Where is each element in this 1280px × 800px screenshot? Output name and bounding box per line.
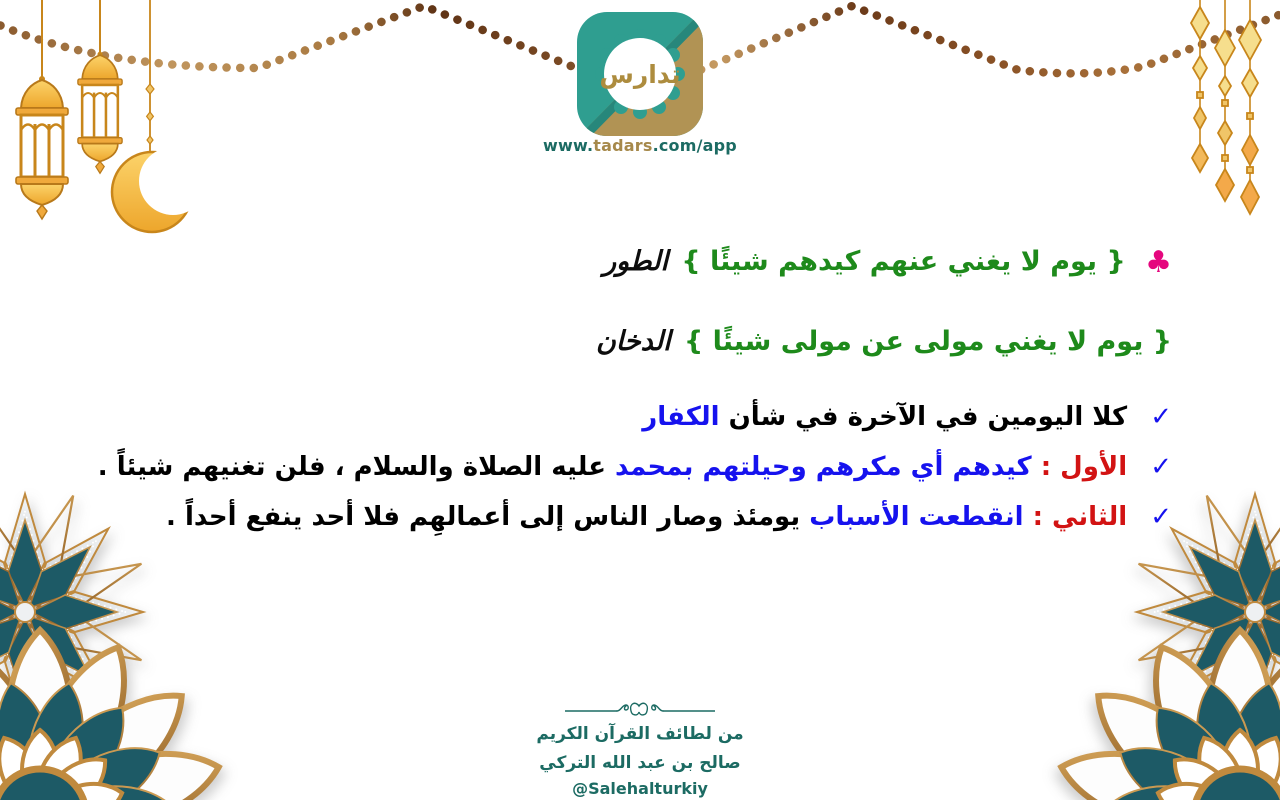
point-text: كلا اليومين في الآخرة في شأن <box>728 402 1128 432</box>
point-text-highlight: الكفار <box>642 402 720 432</box>
lantern-icon <box>16 0 68 219</box>
app-logo <box>577 12 703 136</box>
checkmark-icon: ✓ <box>1150 452 1172 482</box>
point-label: الثاني : <box>1032 502 1128 532</box>
verse-text: { يوم لا يغني مولى عن مولى شيئًا } <box>684 326 1172 357</box>
url-brand: tadars <box>593 136 653 155</box>
corner-ornament-left <box>0 470 320 800</box>
surah-name-dukhan: الدخان <box>595 326 671 357</box>
point-text-highlight: كيدهم أي مكرهم وحيلتهم بمحمد <box>615 452 1032 482</box>
footer-author: صالح بن عبد الله التركي <box>539 753 741 773</box>
point-text: عليه الصلاة والسلام ، فلن تغنيهم شيئاً . <box>97 452 606 482</box>
footer-divider <box>565 702 715 718</box>
footer-social-handle: @Salehalturkiy <box>572 779 708 798</box>
point-text-highlight: انقطعت الأسباب <box>809 502 1024 532</box>
lanterns-crescent-decoration <box>0 0 240 250</box>
verse-line-dukhan <box>40 318 1172 366</box>
point-line-1 <box>40 392 1172 442</box>
verse-line-tur <box>40 238 1172 286</box>
footer-title: من لطائف القرآن الكريم <box>536 724 744 744</box>
crescent-moon-icon <box>112 0 192 232</box>
diamond-strings-decoration <box>1180 0 1280 230</box>
app-url <box>0 136 1280 155</box>
surah-name-tur: الطور <box>603 246 668 277</box>
corner-ornament-right <box>960 470 1280 800</box>
logo-calligraphy: تدارس <box>599 60 681 89</box>
point-text: يومئذ وصار الناس إلى أعمالهِم فلا أحد ينفع أحداً . <box>166 502 801 532</box>
url-suffix: .com/app <box>652 136 737 155</box>
verse-text: { يوم لا يغني عنهم كيدهم شيئًا } <box>681 246 1126 277</box>
url-prefix: www. <box>543 136 594 155</box>
point-label: الأول : <box>1040 452 1128 482</box>
checkmark-icon: ✓ <box>1150 402 1172 432</box>
club-suit-icon: ♣ <box>1145 245 1172 280</box>
checkmark-icon: ✓ <box>1150 502 1172 532</box>
